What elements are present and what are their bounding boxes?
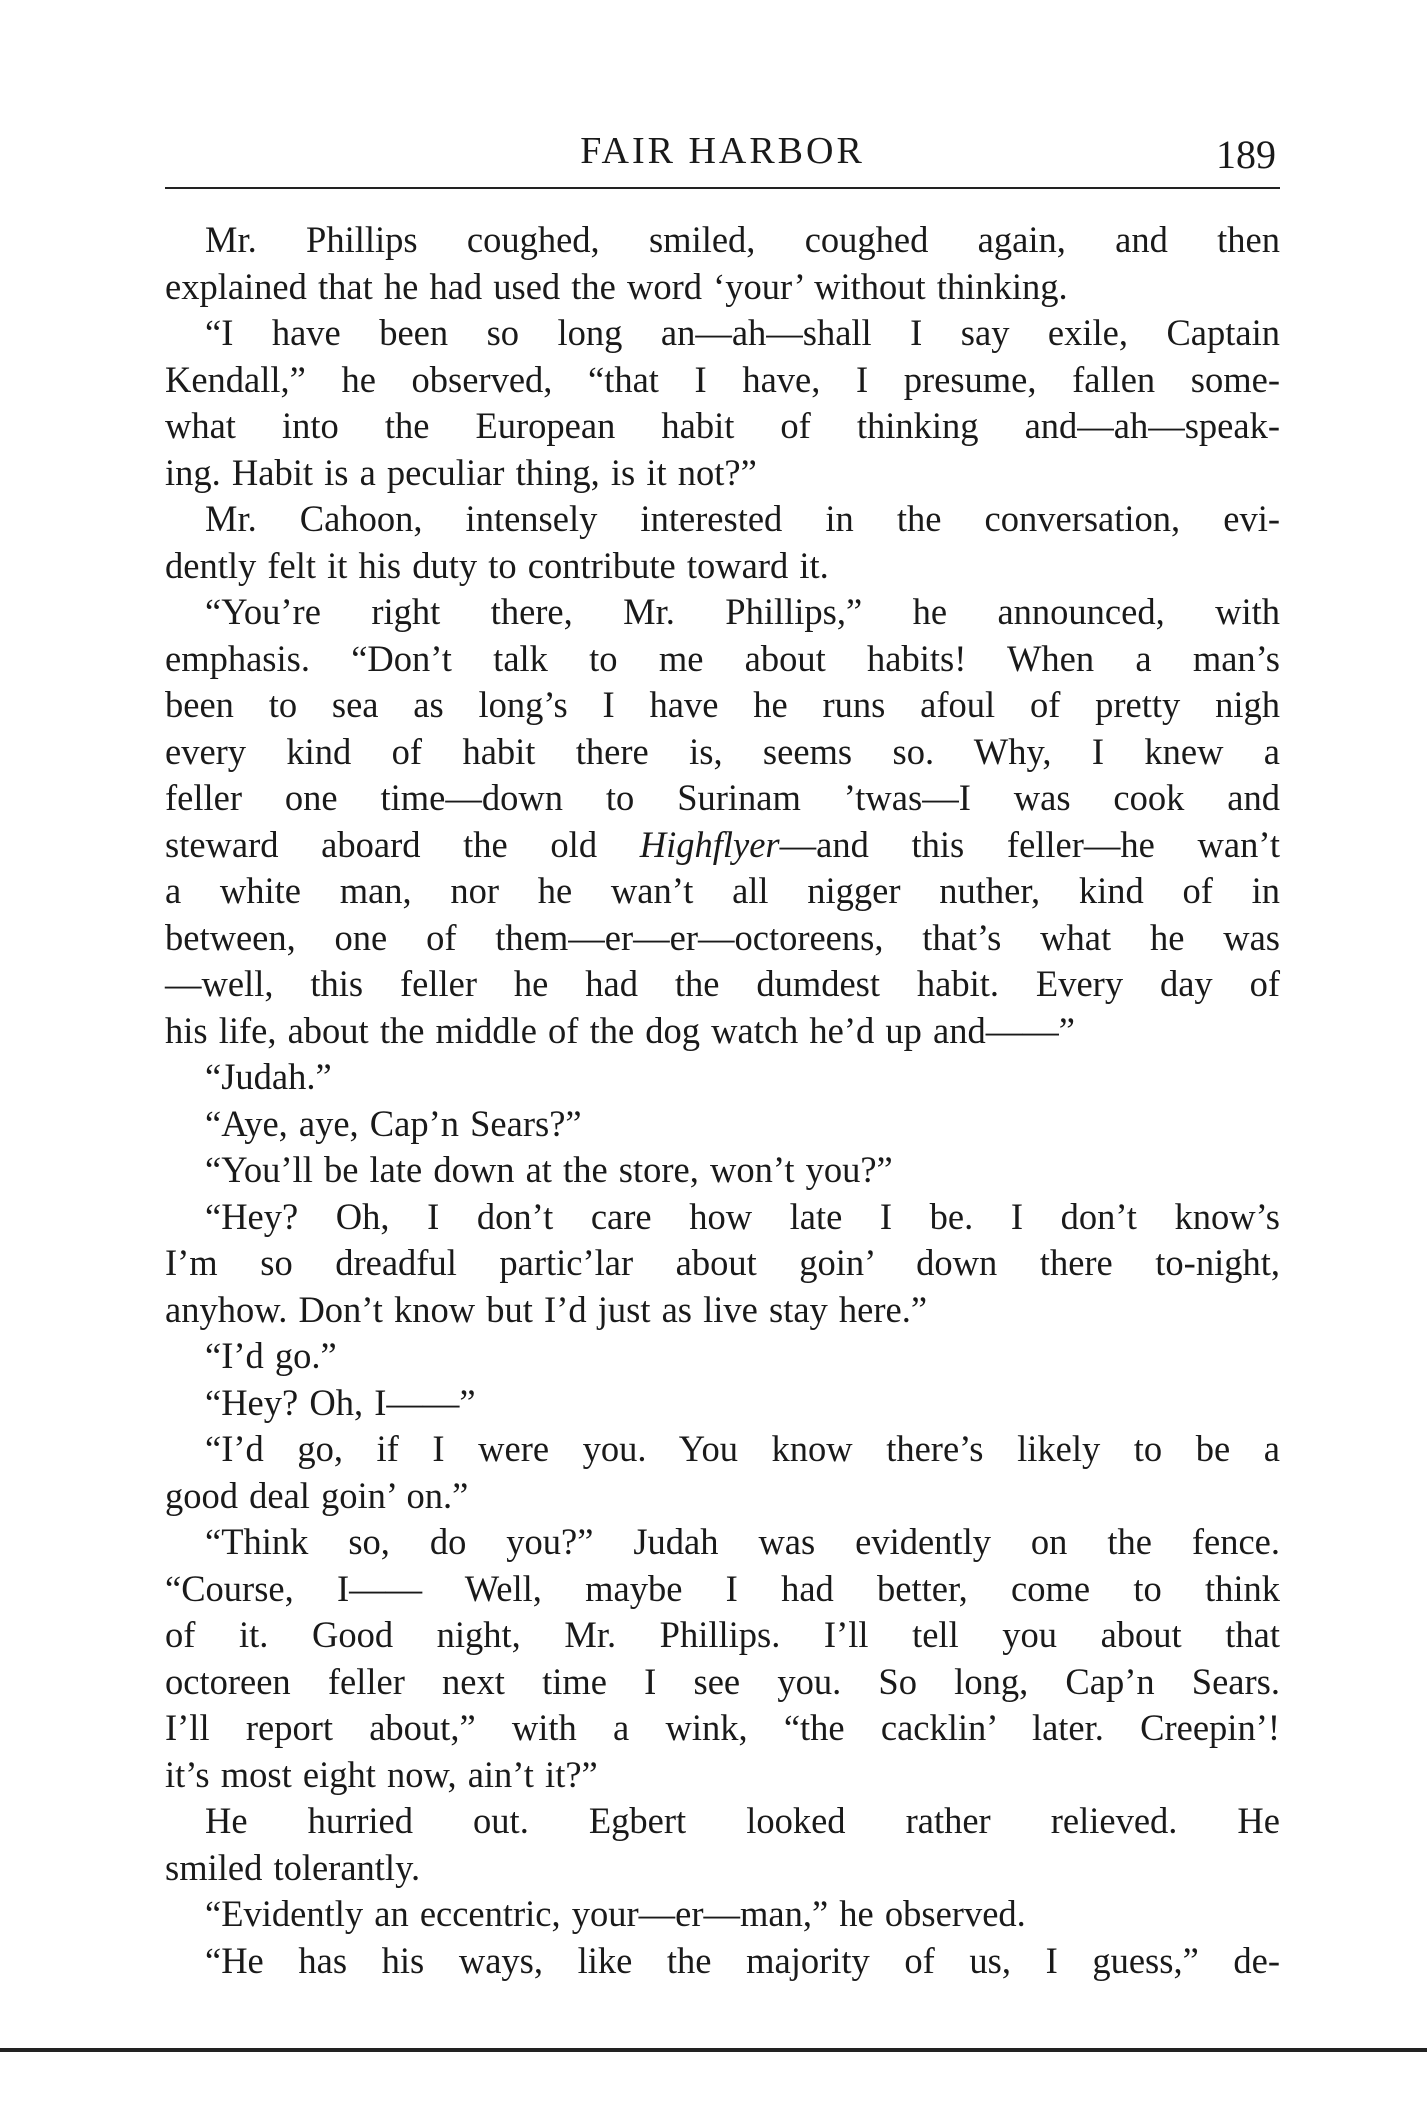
text-line: his life, about the middle of the dog watch he’d up and——”: [165, 1009, 1075, 1051]
text-line: Mr. Phillips coughed, smiled, coughed again, and then: [205, 219, 1280, 260]
text-line: between, one of them—er—er—octoreens, that’s what he was: [165, 916, 1280, 958]
text-line: explained that he had used the word ‘your’ without thinking.: [165, 265, 1068, 307]
text-line: “Think so, do you?” Judah was evidently on the fence.: [205, 1521, 1280, 1562]
text-line: smiled tolerantly.: [165, 1846, 421, 1888]
text-segment: —and this feller—he wan’t: [779, 823, 1280, 865]
text-line: Kendall,” he observed, “that I have, I presume, fallen some-: [165, 358, 1280, 400]
page-number: 189: [1216, 132, 1276, 177]
text-line: “You’ll be late down at the store, won’t you?”: [205, 1149, 893, 1190]
text-line: He hurried out. Egbert looked rather relieved. He: [205, 1800, 1280, 1841]
text-line: been to sea as long’s I have he runs afoul of pretty nigh: [165, 684, 1280, 725]
book-page: [165, 125, 1280, 1984]
text-line: —well, this feller he had the dumdest habit. Every day of: [165, 963, 1280, 1004]
text-line: emphasis. “Don’t talk to me about habits! When a man’s: [165, 637, 1280, 679]
text-line: Mr. Cahoon, intensely interested in the conversation, evi-: [205, 498, 1280, 539]
text-line: “Evidently an eccentric, your—er—man,” he observed.: [205, 1893, 1026, 1934]
ship-name-italic: Highflyer: [639, 823, 780, 865]
text-line: “He has his ways, like the majority of us, I guess,” de-: [205, 1939, 1280, 1981]
text-line: it’s most eight now, ain’t it?”: [165, 1753, 598, 1795]
text-line: feller one time—down to Surinam ’twas—I was cook and: [165, 777, 1280, 818]
text-line: dently felt it his duty to contribute toward it.: [165, 544, 829, 586]
text-line: “Course, I—— Well, maybe I had better, come to think: [165, 1567, 1280, 1609]
text-line: “Hey? Oh, I don’t care how late I be. I don’t know’s: [205, 1195, 1280, 1237]
text-line: “Aye, aye, Cap’n Sears?”: [205, 1102, 582, 1144]
text-line: octoreen feller next time I see you. So long, Cap’n Sears.: [165, 1660, 1280, 1702]
text-line: [165, 822, 1280, 869]
text-line: ing. Habit is a peculiar thing, is it not?”: [165, 451, 757, 493]
text-line: every kind of habit there is, seems so. Why, I knew a: [165, 730, 1280, 772]
text-line: good deal goin’ on.”: [165, 1474, 469, 1516]
text-line: “I’d go.”: [205, 1335, 337, 1376]
text-line: a white man, nor he wan’t all nigger nuther, kind of in: [165, 870, 1280, 911]
running-head: [165, 125, 1280, 189]
text-line: I’ll report about,” with a wink, “the cacklin’ later. Creepin’!: [165, 1707, 1280, 1748]
text-line: what into the European habit of thinking and—ah—speak-: [165, 405, 1280, 446]
text-line: “You’re right there, Mr. Phillips,” he announced, with: [205, 591, 1280, 632]
body-text: [165, 217, 1280, 1984]
text-line: anyhow. Don’t know but I’d just as live stay here.”: [165, 1288, 928, 1330]
text-line: of it. Good night, Mr. Phillips. I’ll tell you about that: [165, 1614, 1280, 1655]
text-line: “I have been so long an—ah—shall I say exile, Captain: [205, 312, 1280, 353]
text-line: “I’d go, if I were you. You know there’s likely to be a: [205, 1428, 1280, 1469]
text-line: “Hey? Oh, I——”: [205, 1381, 476, 1423]
text-line: I’m so dreadful partic’lar about goin’ down there to-night,: [165, 1242, 1280, 1283]
text-line: “Judah.”: [205, 1056, 332, 1097]
bottom-rule: [0, 2048, 1427, 2052]
running-title: FAIR HARBOR: [580, 130, 865, 172]
text-segment: steward aboard the old: [165, 823, 640, 865]
